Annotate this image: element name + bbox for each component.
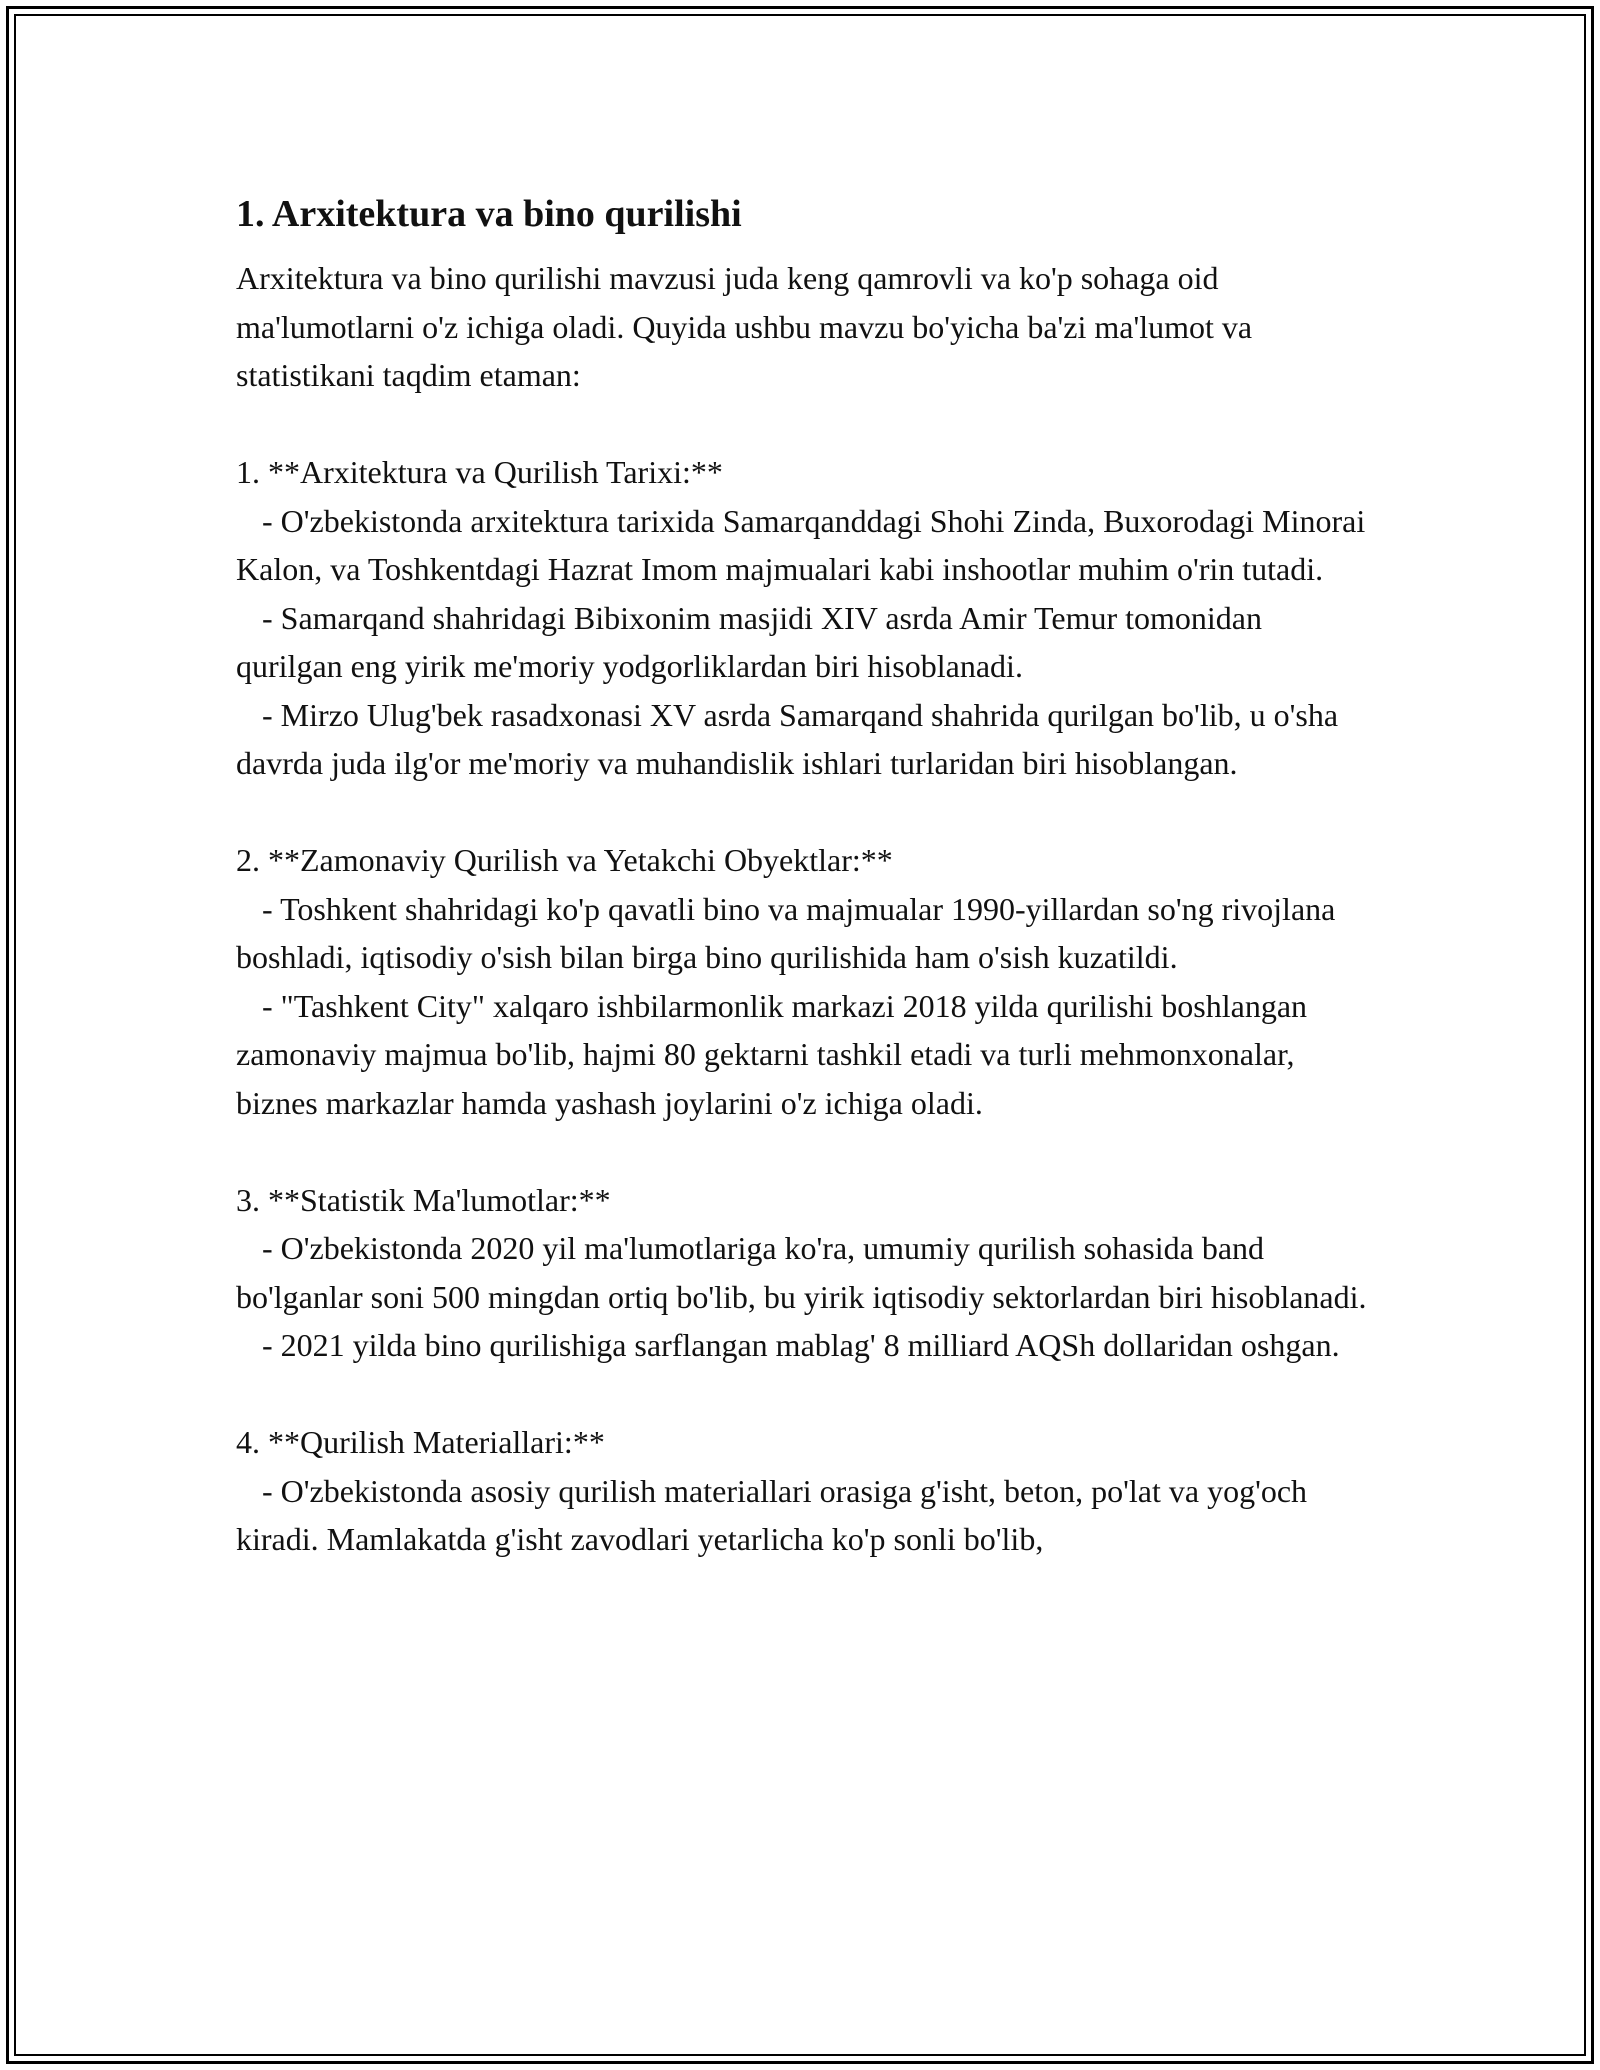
bullet-item: - Mirzo Ulug'bek rasadxonasi XV asrda Samarqand shahrida qurilgan bo'lib, u o'sha davrda juda ilg'or me'moriy va muhandislik ishlari turlaridan biri hisoblangan. bbox=[236, 696, 1339, 781]
bullet-item: - O'zbekistonda 2020 yil ma'lumotlariga ko'ra, umumiy qurilish sohasida band bo'lganlar soni 500 mingdan ortiq bo'lib, bu yirik iqtisodiy sektorlardan biri hisoblanadi. bbox=[236, 1230, 1367, 1315]
section-heading: 1. **Arxitektura va Qurilish Tarixi:** bbox=[236, 454, 723, 490]
bullet-item: - Samarqand shahridagi Bibixonim masjidi XIV asrda Amir Temur tomonidan qurilgan eng yirik me'moriy yodgorliklardan biri hisoblanadi. bbox=[236, 599, 1262, 684]
section-statistics bbox=[236, 1176, 1376, 1370]
bullet-item: - 2021 yilda bino qurilishiga sarflangan mablag' 8 milliard AQSh dollaridan oshgan. bbox=[262, 1327, 1340, 1363]
section-heading: 2. **Zamonaviy Qurilish va Yetakchi Obyektlar:** bbox=[236, 842, 893, 878]
section-modern-construction bbox=[236, 836, 1376, 1127]
bullet-item: - "Tashkent City" xalqaro ishbilarmonlik markazi 2018 yilda qurilishi boshlangan zamonaviy majmua bo'lib, hajmi 80 gektarni tashkil etadi va turli mehmonxonalar, biznes markazlar hamda yashash joylarini o'z ichiga oladi. bbox=[236, 987, 1308, 1121]
section-history bbox=[236, 448, 1376, 788]
bullet-item: - O'zbekistonda asosiy qurilish materiallari orasiga g'isht, beton, po'lat va yog'och kiradi. Mamlakatda g'isht zavodlari yetarlicha ko'p sonli bo'lib, bbox=[236, 1472, 1308, 1557]
section-heading: 4. **Qurilish Materiallari:** bbox=[236, 1424, 605, 1460]
intro-paragraph: Arxitektura va bino qurilishi mavzusi juda keng qamrovli va ko'p sohaga oid ma'lumotlarni o'z ichiga oladi. Quyida ushbu mavzu bo'yicha ba'zi ma'lumot va statistikani taqdim etaman: bbox=[236, 260, 1253, 393]
bullet-item: - O'zbekistonda arxitektura tarixida Samarqanddagi Shohi Zinda, Buxorodagi Minorai Kalon, va Toshkentdagi Hazrat Imom majmualari kabi inshootlar muhim o'rin tutadi. bbox=[236, 502, 1366, 587]
document-title: 1. Arxitektura va bino qurilishi bbox=[236, 193, 742, 235]
section-heading: 3. **Statistik Ma'lumotlar:** bbox=[236, 1181, 611, 1218]
bullet-item: - Toshkent shahridagi ko'p qavatli bino va majmualar 1990-yillardan so'ng rivojlana boshladi, iqtisodiy o'sish bilan birga bino qurilishida ham o'sish kuzatildi. bbox=[236, 890, 1336, 975]
document-body bbox=[236, 184, 1376, 1564]
section-materials bbox=[236, 1418, 1376, 1564]
